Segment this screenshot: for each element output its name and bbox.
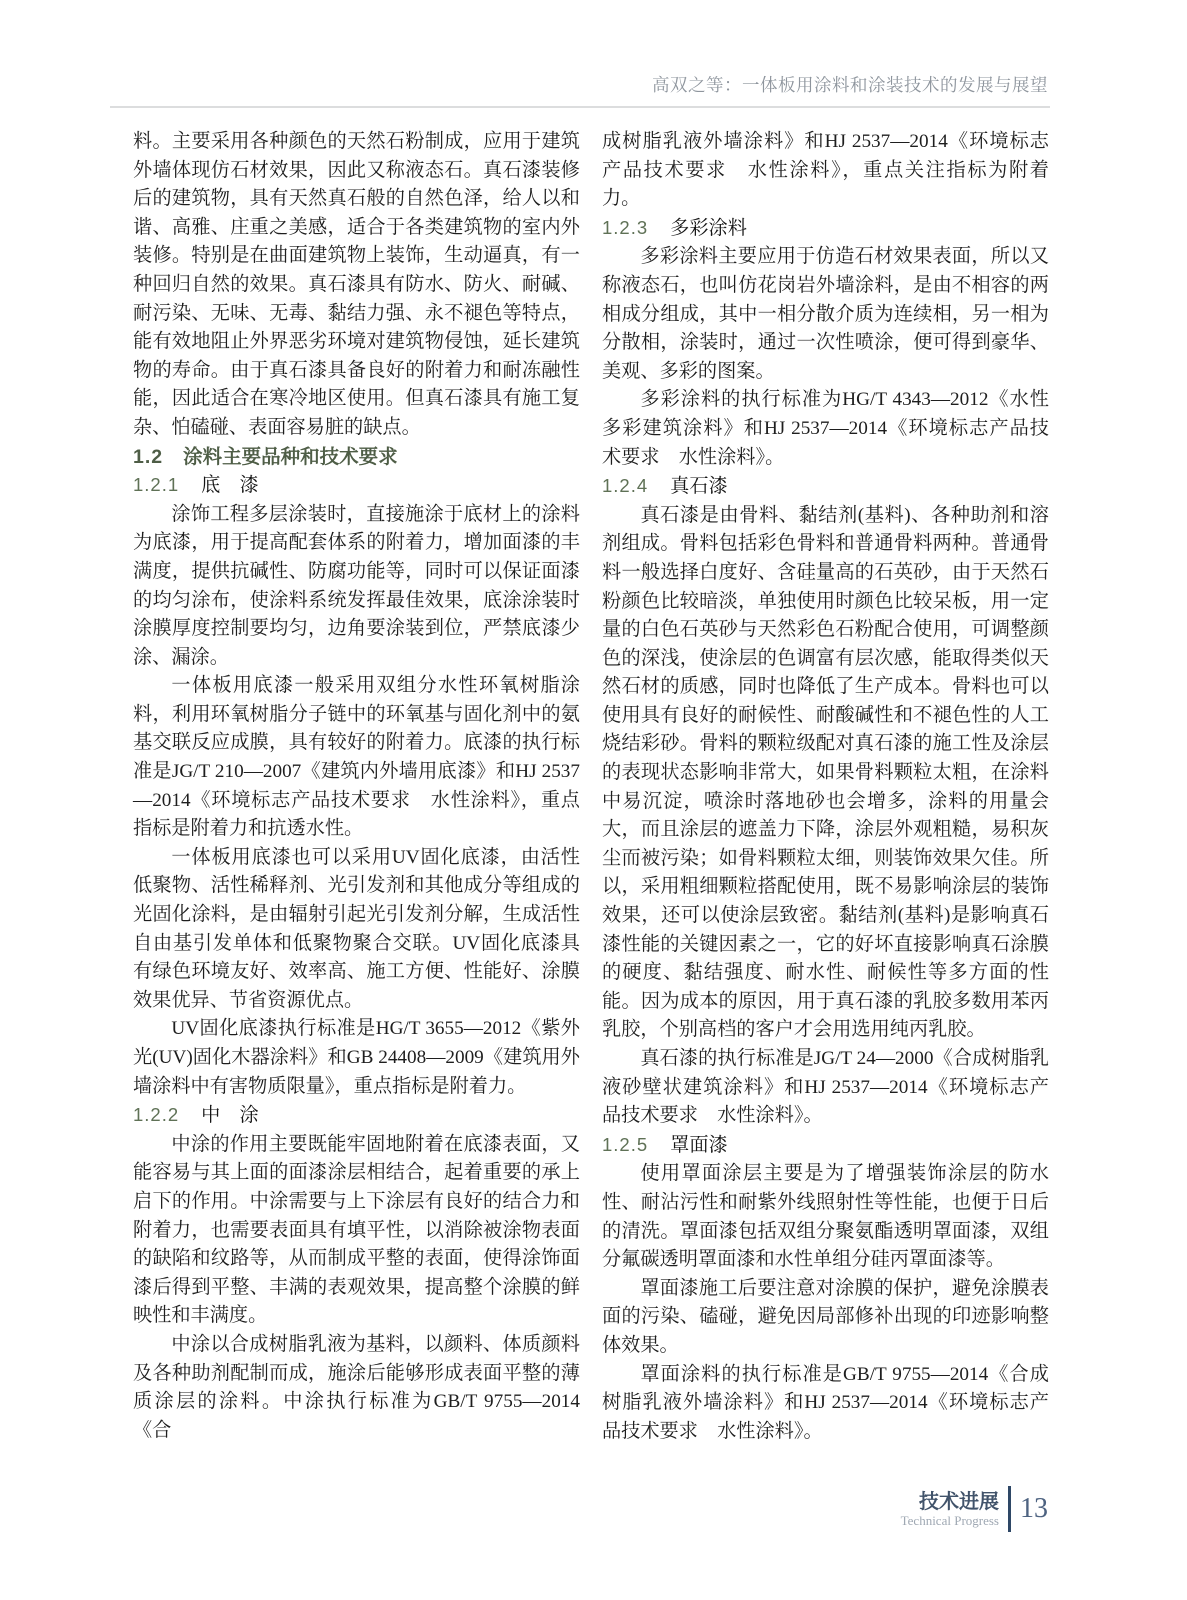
paragraph: 涂饰工程多层涂装时，直接施涂于底材上的涂料为底漆，用于提高配套体系的附着力，增加面漆的丰满度，提供抗碱性、防腐功能等，同时可以保证面漆的均匀涂布，使涂料系统发挥最佳效果，底涂涂装时涂膜厚度控制要均匀，边角要涂装到位，严禁底漆少涂、漏涂。 bbox=[133, 503, 580, 668]
two-column-body bbox=[133, 128, 1049, 1446]
right-column bbox=[602, 128, 1049, 1446]
footer-section-name-cn: 技术进展 bbox=[919, 1490, 999, 1513]
running-head-title: 高双之等：一体板用涂料和涂装技术的发展与展望 bbox=[652, 75, 1048, 95]
paragraph: 料。主要采用各种颜色的天然石粉制成，应用于建筑外墙体现仿石材效果，因此又称液态石。真石漆装修后的建筑物，具有天然真石般的自然色泽，给人以和谐、高雅、庄重之美感，适合于各类建筑物的室内外装修。特别是在曲面建筑物上装饰，生动逼真，有一种回归自然的效果。真石漆具有防水、防火、耐碱、耐污染、无味、无毒、黏结力强、永不褪色等特点，能有效地阻止外界恶劣环境对建筑物侵蚀，延长建筑物的寿命。由于真石漆具备良好的附着力和耐冻融性能，因此适合在寒冷地区使用。但真石漆具有施工复杂、怕磕碰、表面容易脏的缺点。 bbox=[133, 131, 580, 438]
subsection-heading bbox=[602, 472, 1049, 502]
subsection-title: 多彩涂料 bbox=[670, 217, 747, 239]
subsection-heading bbox=[602, 214, 1049, 244]
left-column bbox=[133, 128, 580, 1446]
subsection-title: 中 涂 bbox=[201, 1105, 259, 1127]
header-rule bbox=[110, 106, 1050, 108]
paragraph: 一体板用底漆一般采用双组分水性环氧树脂涂料，利用环氧树脂分子链中的环氧基与固化剂中的氨基交联反应成膜，具有较好的附着力。底漆的执行标准是JG/T 210—2007《建筑内外墙用底漆》和HJ 2537—2014《环境标志产品技术要求 水性涂料》，重点指标是附着力和抗透水性。 bbox=[133, 675, 580, 840]
subsection-title: 真石漆 bbox=[670, 476, 728, 498]
subsection-number: 1.2.5 bbox=[602, 1133, 649, 1155]
paragraph: UV固化底漆执行标准是HG/T 3655—2012《紫外光(UV)固化木器涂料》和GB 24408—2009《建筑用外墙涂料中有害物质限量》，重点指标是附着力。 bbox=[133, 1018, 580, 1097]
paragraph: 成树脂乳液外墙涂料》和HJ 2537—2014《环境标志产品技术要求 水性涂料》，重点关注指标为附着力。 bbox=[602, 131, 1049, 210]
subsection-title: 底 漆 bbox=[201, 475, 259, 497]
page-footer bbox=[901, 1486, 1048, 1532]
paragraph: 真石漆是由骨料、黏结剂(基料)、各种助剂和溶剂组成。骨料包括彩色骨料和普通骨料两种。普通骨料一般选择白度好、含硅量高的石英砂，由于天然石粉颜色比较暗淡，单独使用时颜色比较呆板，用一定量的白色石英砂与天然彩色石粉配合使用，可调整颜色的深浅，使涂层的色调富有层次感，能取得类似天然石材的质感，同时也降低了生产成本。骨料也可以使用具有良好的耐候性、耐酸碱性和不褪色性的人工烧结彩砂。骨料的颗粒级配对真石漆的施工性及涂层的表现状态影响非常大，如果骨料颗粒太粗，在涂料中易沉淀，喷涂时落地砂也会增多，涂料的用量会大，而且涂层的遮盖力下降，涂层外观粗糙，易积灰尘而被污染；如骨料颗粒太细，则装饰效果欠佳。所以，采用粗细颗粒搭配使用，既不易影响涂层的装饰效果，还可以使涂层致密。黏结剂(基料)是影响真石漆性能的关键因素之一，它的好坏直接影响真石涂膜的硬度、黏结强度、耐水性、耐候性等多方面的性能。因为成本的原因，用于真石漆的乳胶多数用苯丙乳胶，个别高档的客户才会用选用纯丙乳胶。 bbox=[602, 504, 1049, 1041]
subsection-heading bbox=[133, 471, 580, 501]
paragraph: 真石漆的执行标准是JG/T 24—2000《合成树脂乳液砂壁状建筑涂料》和HJ 2537—2014《环境标志产品技术要求 水性涂料》。 bbox=[602, 1048, 1049, 1127]
subsection-title: 罩面漆 bbox=[670, 1134, 728, 1156]
subsection-heading bbox=[133, 1101, 580, 1131]
paragraph: 中涂以合成树脂乳液为基料，以颜料、体质颜料及各种助剂配制而成，施涂后能够形成表面平整的薄质涂层的涂料。中涂执行标准为GB/T 9755—2014《合 bbox=[133, 1333, 580, 1441]
paragraph: 罩面漆施工后要注意对涂膜的保护，避免涂膜表面的污染、磕碰，避免因局部修补出现的印迹影响整体效果。 bbox=[602, 1277, 1049, 1356]
subsection-number: 1.2.1 bbox=[133, 474, 180, 496]
paragraph: 多彩涂料主要应用于仿造石材效果表面，所以又称液态石，也叫仿花岗岩外墙涂料，是由不相容的两相成分组成，其中一相分散介质为连续相，另一相为分散相，涂装时，通过一次性喷涂，便可得到豪华、美观、多彩的图案。 bbox=[602, 246, 1049, 382]
section-number: 1.2 bbox=[133, 445, 164, 468]
subsection-heading bbox=[602, 1131, 1049, 1161]
paragraph: 一体板用底漆也可以采用UV固化底漆，由活性低聚物、活性稀释剂、光引发剂和其他成分等组成的光固化涂料，是由辐射引起光引发剂分解，生成活性自由基引发单体和低聚物聚合交联。UV固化底漆具有绿色环境友好、效率高、施工方便、性能好、涂膜效果优异、节省资源优点。 bbox=[133, 846, 580, 1011]
footer-section-name-en: Technical Progress bbox=[900, 1512, 999, 1528]
section-heading bbox=[133, 443, 580, 472]
paragraph: 使用罩面涂层主要是为了增强装饰涂层的防水性、耐沾污性和耐紫外线照射性等性能，也便于日后的清洗。罩面漆包括双组分聚氨酯透明罩面漆，双组分氟碳透明罩面漆和水性单组分硅丙罩面漆等。 bbox=[602, 1163, 1049, 1271]
paragraph: 多彩涂料的执行标准为HG/T 4343—2012《水性多彩建筑涂料》和HJ 2537—2014《环境标志产品技术要求 水性涂料》。 bbox=[602, 389, 1049, 468]
paragraph: 罩面涂料的执行标准是GB/T 9755—2014《合成树脂乳液外墙涂料》和HJ 2537—2014《环境标志产品技术要求 水性涂料》。 bbox=[602, 1363, 1049, 1442]
footer-divider-bar bbox=[1008, 1486, 1011, 1532]
subsection-number: 1.2.3 bbox=[602, 216, 649, 238]
subsection-number: 1.2.2 bbox=[133, 1104, 180, 1126]
subsection-number: 1.2.4 bbox=[602, 475, 649, 497]
footer-section-labels bbox=[901, 1491, 999, 1528]
paragraph: 中涂的作用主要既能牢固地附着在底漆表面，又能容易与其上面的面漆涂层相结合，起着重要的承上启下的作用。中涂需要与上下涂层有良好的结合力和附着力，也需要表面具有填平性，以消除被涂物表面的缺陷和纹路等，从而制成平整的表面，使得涂饰面漆后得到平整、丰满的表观效果，提高整个涂膜的鲜映性和丰满度。 bbox=[133, 1133, 580, 1327]
section-title: 涂料主要品种和技术要求 bbox=[183, 445, 398, 468]
page-number: 13 bbox=[1020, 1493, 1048, 1524]
